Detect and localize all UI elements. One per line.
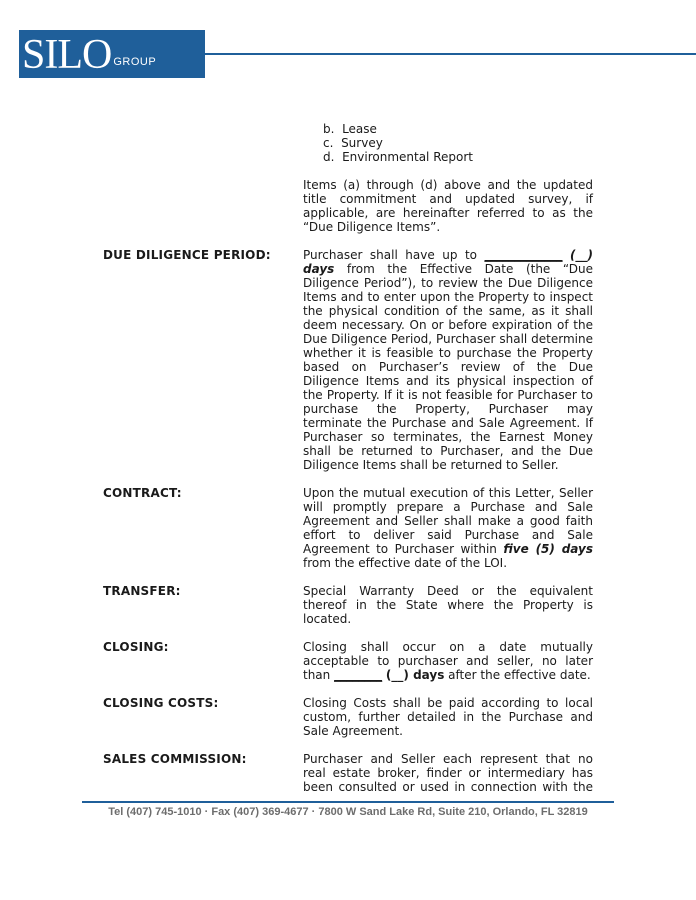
silo-group-logo: [19, 30, 205, 78]
section-closing: [0, 640, 696, 682]
section-heading: DUE DILIGENCE PERIOD:: [103, 248, 271, 262]
list-item: c. Survey: [323, 136, 383, 150]
section-contract: [0, 486, 696, 570]
section-heading: TRANSFER:: [103, 584, 181, 598]
due-diligence-items-note-section: [0, 178, 696, 234]
section-text: Closing Costs shall be paid according to local custom, further detailed in the Purchase and Sale Agreement.: [303, 696, 593, 738]
section-heading: CONTRACT:: [103, 486, 182, 500]
section-text: Purchaser and Seller each represent that no real estate broker, finder or intermediary has been consulted or used in connection with the: [303, 752, 593, 794]
days-emphasis: five (5) days: [503, 542, 593, 556]
logo-main-text: SILO: [22, 32, 112, 78]
section-heading: CLOSING COSTS:: [103, 696, 219, 710]
footer-rule: [82, 801, 614, 803]
section-heading: SALES COMMISSION:: [103, 752, 247, 766]
section-transfer: [0, 584, 696, 626]
section-due-diligence-period: [0, 248, 696, 472]
days-emphasis: (__) days: [303, 248, 593, 276]
document-body: [0, 122, 696, 794]
days-emphasis: (__) days: [385, 668, 445, 682]
section-text: Closing shall occur on a date mutually acceptable to purchaser and seller, no later than ________ (__) days after the effective date.: [303, 640, 593, 682]
section-closing-costs: [0, 696, 696, 738]
section-sales-commission: [0, 752, 696, 794]
due-diligence-items-note: Items (a) through (d) above and the updated title commitment and updated survey, if applicable, are hereinafter referred to as the “Due Diligence Items”.: [303, 178, 593, 234]
header-rule: [205, 53, 696, 55]
logo-sub-text: GROUP: [113, 56, 157, 68]
section-text: Purchaser shall have up to _____________ (__) days from the Effective Date (the “Due Diligence Period”), to review the Due Diligence Items and to enter upon the Property to inspect the physical condition of the same, as it shall deem necessary. On or before expiration of the Due Diligence Period, Purchaser shall determine whether it is feasible to purchase the Property based on Purchaser’s review of the Due Diligence Items and its physical inspection of the Property. If it is not feasible for Purchaser to purchase the Property, Purchaser may terminate the Purchase and Sale Agreement. If Purchaser so terminates, the Earnest Money shall be returned to Purchaser, and the Due Diligence Items shall be returned to Seller.: [303, 248, 593, 472]
section-text: Special Warranty Deed or the equivalent thereof in the State where the Property is located.: [303, 584, 593, 626]
due-diligence-sublist: [323, 122, 696, 164]
footer-contact: Tel (407) 745-1010 · Fax (407) 369-4677 · 7800 W Sand Lake Rd, Suite 210, Orlando, FL 32819: [108, 806, 588, 818]
blank-line: ________: [334, 668, 383, 682]
list-item: b. Lease: [323, 122, 377, 136]
list-item: d. Environmental Report: [323, 150, 473, 164]
section-text: Upon the mutual execution of this Letter, Seller will promptly prepare a Purchase and Sale Agreement and Seller shall make a good faith effort to deliver said Purchase and Sale Agreement to Purchaser within five (5) days from the effective date of the LOI.: [303, 486, 593, 570]
blank-line: _____________: [484, 248, 563, 262]
section-heading: CLOSING:: [103, 640, 169, 654]
